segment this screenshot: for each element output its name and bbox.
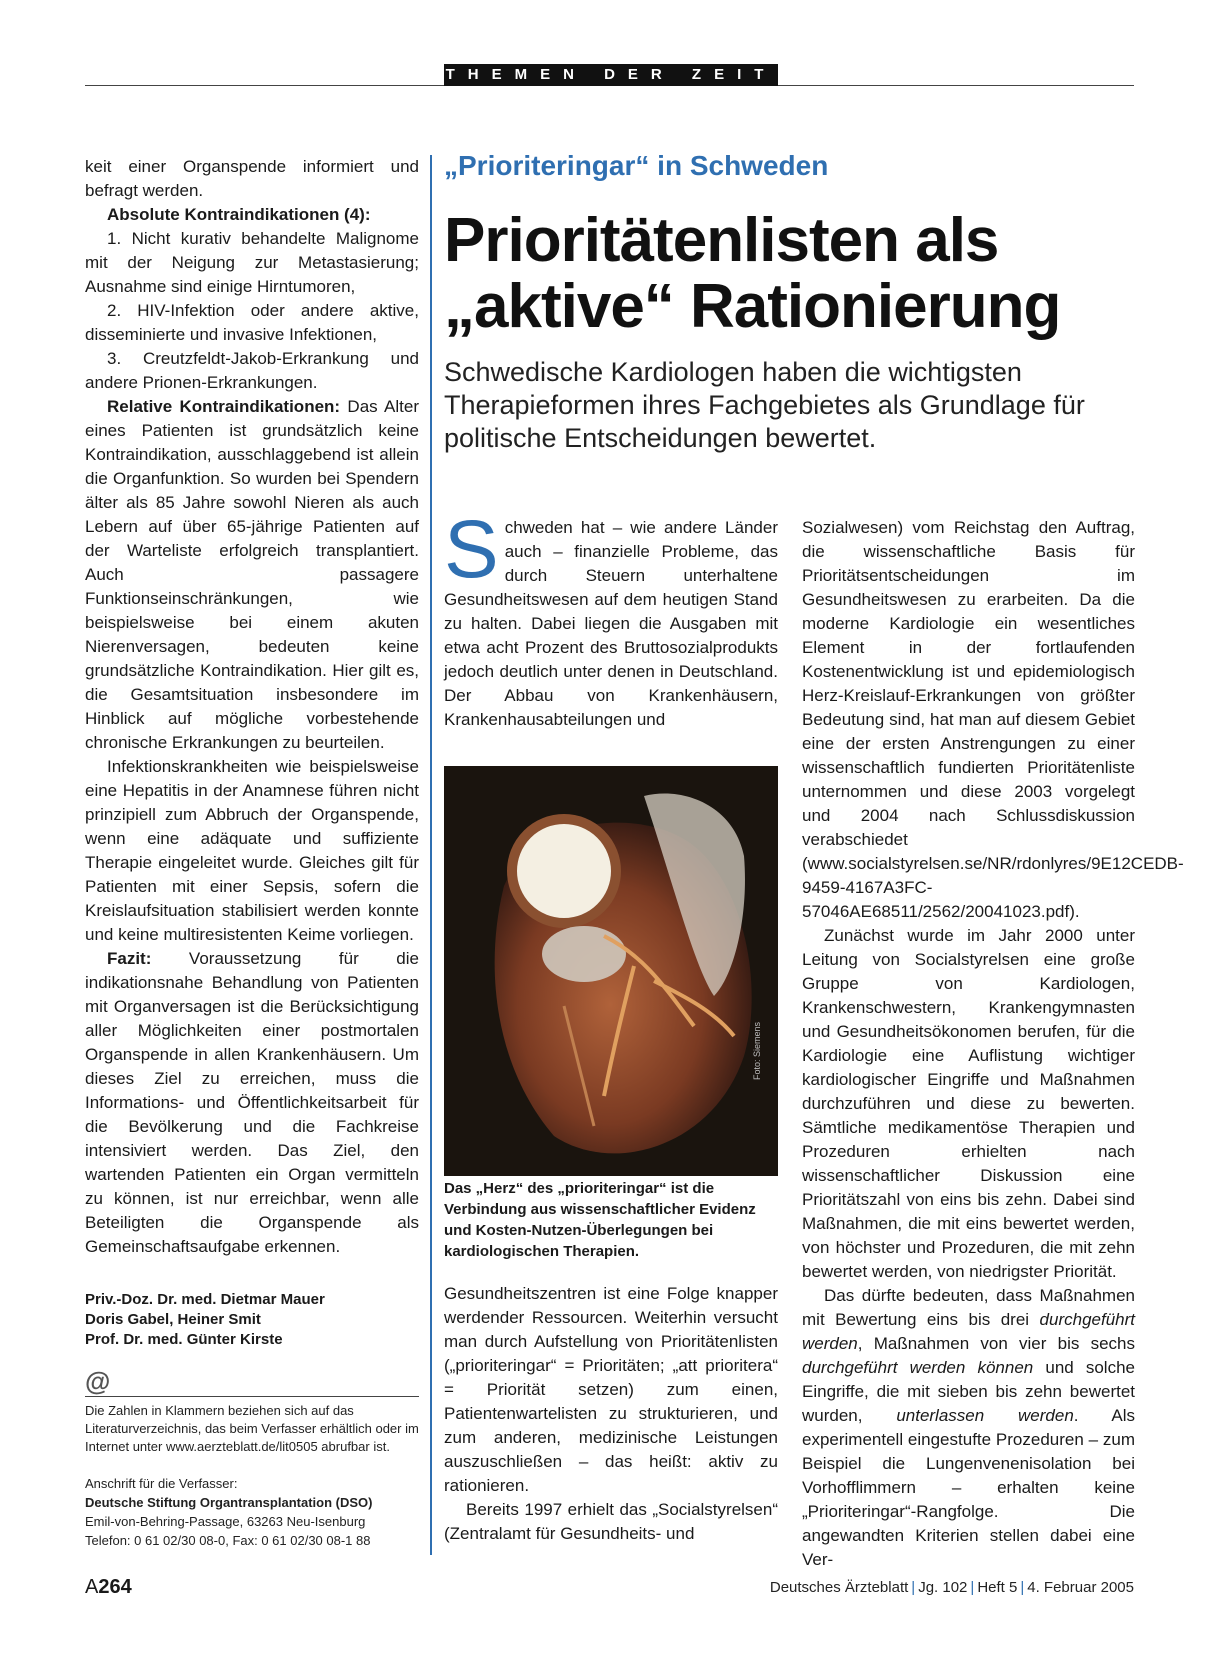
middle-column-top xyxy=(444,504,778,732)
column-divider xyxy=(430,155,432,1555)
journal-volume: Jg. 102 xyxy=(918,1579,968,1596)
photo-credit: Foto: Siemens xyxy=(752,1021,762,1080)
author: Doris Gabel, Heiner Smit xyxy=(85,1311,261,1328)
list-item: 3. Creutzfeldt-Jakob-Erkrankung und andere Prionen-Erkrankungen. xyxy=(85,349,419,392)
at-icon: @ xyxy=(85,1366,111,1396)
middle-column-bottom xyxy=(444,1282,778,1546)
author-address xyxy=(85,1474,419,1550)
dropcap: S xyxy=(444,504,499,595)
journal-name: Deutsches Ärzteblatt xyxy=(769,1579,909,1596)
paragraph: Sozialwesen) vom Reichstag den Auftrag, die wissenschaftliche Basis für Prioritätsentscheidungen im Gesundheitswesen zu erarbeiten. Da die moderne Kardiologie ein wesentliches Element in der fortlaufenden Kostenentwicklung ist und epidemiologisch Herz-Kreislauf-Erkrankungen von größter Bedeutung sind, hat man auf diesem Gebiet eine der ersten Anstrengungen zu einer wissenschaftlich fundierten Prioritätenliste unternommen und diese 2003 vorgelegt und 2004 nach Schlussdiskussion verabschiedet (www.socialstyrelsen.se/NR/rdonlyres/9E12CEDB-9459-4167A3FC-57046AE68511/2562/20041023.pdf). xyxy=(802,518,1184,921)
author: Priv.-Doz. Dr. med. Dietmar Mauer xyxy=(85,1291,325,1308)
address-org: Deutsche Stiftung Organtransplantation (DSO) xyxy=(85,1495,373,1510)
address-phone: Telefon: 0 61 02/30 08-0, Fax: 0 61 02/30 08-1 88 xyxy=(85,1533,371,1548)
figure-caption: Das „Herz“ des „prioriteringar“ ist die Verbindung aus wissenschaftlicher Evidenz und Kosten-Nutzen-Überlegungen bei kardiologischen Therapien. xyxy=(444,1180,756,1260)
list-item: 2. HIV-Infektion oder andere aktive, disseminierte und invasive Infektionen, xyxy=(85,301,419,344)
journal-issue: Heft 5 xyxy=(977,1579,1018,1596)
journal-info: Deutsches Ärzteblatt | Jg. 102 | Heft 5 | 4. Februar 2005 xyxy=(769,1579,1134,1596)
paragraph-fazit: Fazit: Voraussetzung für die indikationsnahe Behandlung von Patienten mit Organversagen ist die Berücksichtigung aller Möglichkeiten einer postmortalen Organspende in allen Krankenhäusern. Um dieses Ziel zu erreichen, muss die Informations- und Öffentlichkeitsarbeit für die Bevölkerung und die Fachkreise intensiviert werden. Das Ziel, den wartenden Patienten ein Organ vermitteln zu können, ist nur erreichbar, wenn alle Beteiligten die Organspende als Gemeinschaftsaufgabe erkennen. xyxy=(85,949,419,1256)
author: Prof. Dr. med. Günter Kirste xyxy=(85,1331,283,1348)
address-street: Emil-von-Behring-Passage, 63263 Neu-Isenburg xyxy=(85,1514,366,1529)
paragraph-relative: Relative Kontraindikationen: Das Alter eines Patienten ist grundsätzlich keine Kontraindikation, ausschlaggebend ist allein die Organfunktion. So wurden bei Spendern älter als 85 Jahre sowohl Nieren als auch Lebern auf über 65-jährige Patienten auf der Warteliste erfolgreich transplantiert. Auch passagere Funktionseinschränkungen, wie beispielsweise bei einem akuten Nierenversagen, bedeuten keine grundsätzliche Kontraindikation. Hier gilt es, die Gesamtsituation insbesondere im Hinblick auf mögliche vorbestehende chronische Erkrankungen zu beurteilen. xyxy=(85,397,419,752)
paragraph: Bereits 1997 erhielt das „Socialstyrelsen“ (Zentralamt für Gesundheits- und xyxy=(444,1500,778,1543)
paragraph: keit einer Organspende informiert und befragt werden. xyxy=(85,157,419,200)
divider xyxy=(85,1396,419,1397)
list-item: 1. Nicht kurativ behandelte Malignome mit der Neigung zur Metastasierung; Ausnahme sind einige Hirntumoren, xyxy=(85,229,419,296)
author-list xyxy=(85,1290,419,1350)
article-kicker: „Prioriteringar“ in Schweden xyxy=(444,150,829,181)
heart-illustration xyxy=(444,766,778,1176)
page-number: A264 xyxy=(85,1576,132,1598)
paragraph: Das dürfte bedeuten, dass Maßnahmen mit Bewertung eins bis drei durchgeführt werden, Maßnahmen von vier bis sechs durchgeführt werden können und solche Eingriffe, die mit sieben bis zehn bewertet wurden, unterlassen werden. Als experimentell eingestufte Prozeduren – zum Beispiel die Lungenvenenisolation bei Vorhofflimmern – erhalten keine „Prioriteringar“-Rangfolge. Die angewandten Kriterien stellen dabei eine Ver- xyxy=(802,1286,1136,1569)
right-column xyxy=(802,516,1184,1572)
article-deck: Schwedische Kardiologen haben die wichtigsten Therapieformen ihres Fachgebietes als Grundlage für politische Entscheidungen bewertet. xyxy=(444,357,1085,453)
reference-note: Die Zahlen in Klammern beziehen sich auf das Literaturverzeichnis, das beim Verfasser erhältlich oder im Internet unter www.aerzteblatt.de/lit0505 abrufbar ist. xyxy=(85,1403,419,1454)
subheading-absolute: Absolute Kontraindikationen (4): xyxy=(107,205,371,224)
article-headline: Prioritätenlisten als „aktive“ Rationierung xyxy=(444,206,1061,341)
paragraph: Zunächst wurde im Jahr 2000 unter Leitung von Socialstyrelsen eine große Gruppe von Kardiologen, Krankenschwestern, Krankengymnasten und Gesundheitsökonomen berufen, für die Kardiologie eine Auflistung wichtiger kardiologischer Eingriffe und Maßnahmen durchzuführen und diese zu bewerten. Sämtliche medikamentöse Therapien und Prozeduren erhielten nach wissenschaftlicher Diskussion eine Prioritätszahl von eins bis zehn. Dabei sind Maßnahmen, die mit eins bewertet werden, von höchster und Prozeduren, die mit zehn bewertet werden, von niedrigster Priorität. xyxy=(802,926,1135,1281)
section-label: THEMEN DER ZEIT xyxy=(444,64,778,86)
left-column xyxy=(85,155,419,1259)
paragraph: Gesundheitszentren ist eine Folge knapper werdender Ressourcen. Weiterhin versucht man durch Aufstellung von Prioritätenlisten („prioriteringar“ = Prioritäten; „att prioritera“ = Priorität setzen) zum einen, Patientenwartelisten zu strukturieren, und zum anderen, medizinische Leistungen auszuschließen – das heißt: aktiv zu rationieren. xyxy=(444,1284,778,1495)
journal-date: 4. Februar 2005 xyxy=(1027,1579,1134,1596)
heart-image xyxy=(444,766,778,1176)
paragraph: Infektionskrankheiten wie beispielsweise eine Hepatitis in der Anamnese führen nicht prinzipiell zum Abbruch der Organspende, wenn eine adäquate und suffiziente Therapie eingeleitet wurde. Gleiches gilt für Patienten mit einer Sepsis, sofern die Kreislaufsituation stabilisiert werden konnte und keine multiresistenten Keime vorliegen. xyxy=(85,757,419,944)
paragraph: Schweden hat – wie andere Länder auch – finanzielle Probleme, das durch Steuern unterhaltene Gesundheitswesen auf dem heutigen Stand zu halten. Dabei liegen die Ausgaben mit etwa acht Prozent des Bruttosozialprodukts jedoch deutlich unter denen in Deutschland. Der Abbau von Krankenhäusern, Krankenhausabteilungen und xyxy=(444,504,778,729)
address-label: Anschrift für die Verfasser: xyxy=(85,1476,238,1491)
